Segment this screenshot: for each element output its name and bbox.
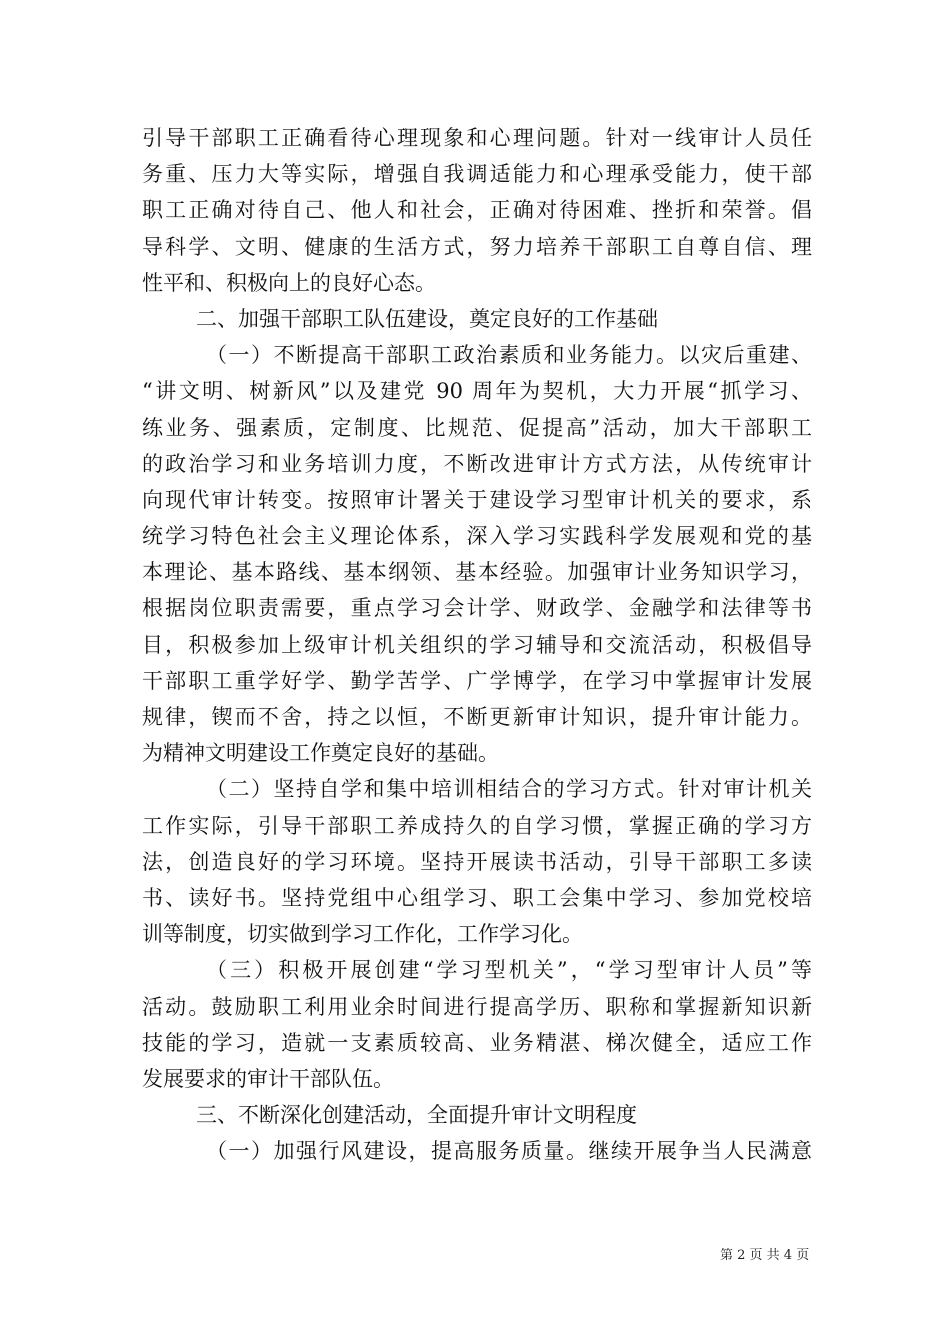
- section-heading: 二、加强干部职工队伍建设，奠定良好的工作基础: [196, 306, 658, 331]
- text-line: （二）坚持自学和集中培训相结合的学习方式。针对审计机关: [206, 777, 812, 802]
- text-line: 目，积极参加上级审计机关组织的学习辅导和交流活动，积极倡导: [142, 632, 812, 657]
- text-line: 本理论、基本路线、基本纲领、基本经验。加强审计业务知识学习，: [142, 560, 812, 585]
- text-line: 工作实际，引导干部职工养成持久的自学习惯，掌握正确的学习方: [142, 813, 812, 838]
- text-line: 活动。鼓励职工利用业余时间进行提高学历、职称和掌握新知识新: [142, 994, 812, 1019]
- text-line: 规律，锲而不舍，持之以恒，不断更新审计知识，提升审计能力。: [142, 705, 812, 729]
- text-line: “讲文明、树新风”以及建党 90 周年为契机，大力开展“抓学习、: [142, 379, 812, 404]
- page-number: 第 2 页 共 4 页: [720, 1248, 810, 1263]
- text-line: 性平和、积极向上的良好心态。: [142, 270, 436, 295]
- text-line: 技能的学习，造就一支素质较高、业务精湛、梯次健全，适应工作: [142, 1030, 812, 1055]
- text-line: 导科学、文明、健康的生活方式，努力培养干部职工自尊自信、理: [142, 234, 812, 259]
- text-line: 法，创造良好的学习环境。坚持开展读书活动，引导干部职工多读: [142, 849, 812, 874]
- text-line: 为精神文明建设工作奠定良好的基础。: [142, 741, 499, 766]
- text-line: 统学习特色社会主义理论体系，深入学习实践科学发展观和党的基: [142, 524, 812, 549]
- text-line: 练业务、强素质，定制度、比规范、促提高”活动，加大干部职工: [142, 415, 812, 440]
- text-line: 务重、压力大等实际，增强自我调适能力和心理承受能力，使干部: [142, 162, 812, 187]
- text-line: 的政治学习和业务培训力度，不断改进审计方式方法，从传统审计: [142, 451, 812, 476]
- text-line: 训等制度，切实做到学习工作化，工作学习化。: [142, 922, 583, 947]
- text-line: （一）不断提高干部职工政治素质和业务能力。以灾后重建、: [206, 343, 812, 368]
- text-line: （一）加强行风建设，提高服务质量。继续开展争当人民满意: [206, 1139, 812, 1164]
- text-line: 发展要求的审计干部队伍。: [142, 1066, 394, 1091]
- text-line: 书、读好书。坚持党组中心组学习、职工会集中学习、参加党校培: [142, 885, 812, 910]
- text-line: （三）积极开展创建“学习型机关”，“学习型审计人员”等: [206, 958, 812, 983]
- text-line: 引导干部职工正确看待心理现象和心理问题。针对一线审计人员任: [142, 126, 812, 150]
- text-line: 根据岗位职责需要，重点学习会计学、财政学、金融学和法律等书: [142, 596, 812, 621]
- text-line: 向现代审计转变。按照审计署关于建设学习型审计机关的要求，系: [142, 487, 812, 512]
- text-line: 职工正确对待自己、他人和社会，正确对待困难、挫折和荣誉。倡: [142, 198, 812, 223]
- document-body: [142, 120, 812, 1169]
- section-heading: 三、不断深化创建活动，全面提升审计文明程度: [196, 1103, 637, 1128]
- text-line: 干部职工重学好学、勤学苦学、广学博学，在学习中掌握审计发展: [142, 668, 812, 693]
